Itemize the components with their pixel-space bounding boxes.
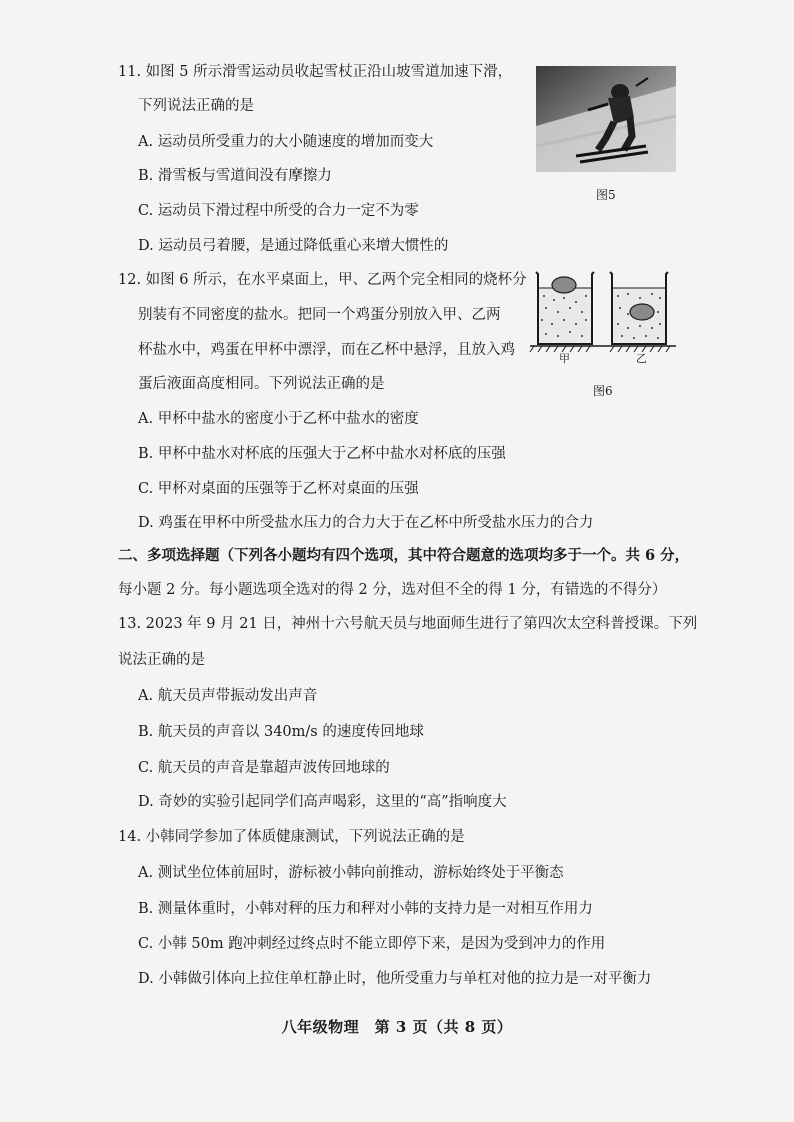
figure-6-label-yi: 乙	[636, 352, 647, 365]
q14-option-b: B. 测量体重时，小韩对秤的压力和秤对小韩的支持力是一对相互作用力	[138, 901, 593, 917]
q11-option-a: A. 运动员所受重力的大小随速度的增加而变大	[138, 134, 434, 150]
q11-stem-line1: 11. 如图 5 所示滑雪运动员收起雪杖正沿山坡雪道加速下滑，	[118, 64, 513, 80]
section-2-heading-line2: 每小题 2 分。每小题选项全选对的得 2 分，选对但不全的得 1 分，有错选的不得分）	[118, 582, 667, 598]
q12-stem-line4: 蛋后液面高度相同。下列说法正确的是	[138, 376, 385, 392]
figure-5-skier-photo	[536, 66, 676, 172]
page-footer: 八年级物理 第 3 页（共 8 页）	[281, 1018, 513, 1036]
q12-stem-line2: 别装有不同密度的盐水。把同一个鸡蛋分别放入甲、乙两	[138, 307, 501, 323]
q14-option-a: A. 测试坐位体前屈时，游标被小韩向前推动，游标始终处于平衡态	[138, 865, 564, 881]
q13-option-a: A. 航天员声带振动发出声音	[138, 688, 318, 704]
q11-stem-line2: 下列说法正确的是	[138, 98, 254, 114]
q12-stem-line3: 杯盐水中，鸡蛋在甲杯中漂浮，而在乙杯中悬浮，且放入鸡	[138, 342, 515, 358]
q14-option-d: D. 小韩做引体向上拉住单杠静止时，他所受重力与单杠对他的拉力是一对平衡力	[138, 971, 652, 987]
figure-5-caption: 图5	[596, 188, 616, 202]
q11-option-b: B. 滑雪板与雪道间没有摩擦力	[138, 168, 332, 184]
q12-option-d: D. 鸡蛋在甲杯中所受盐水压力的合力大于在乙杯中所受盐水压力的合力	[138, 515, 594, 531]
q13-stem-line1: 13. 2023 年 9 月 21 日，神州十六号航天员与地面师生进行了第四次太空科普授课。下列	[118, 616, 698, 632]
q12-option-b: B. 甲杯中盐水对杯底的压强大于乙杯中盐水对杯底的压强	[138, 446, 506, 462]
q13-option-c: C. 航天员的声音是靠超声波传回地球的	[138, 760, 390, 776]
q12-option-a: A. 甲杯中盐水的密度小于乙杯中盐水的密度	[138, 411, 419, 427]
q12-option-c: C. 甲杯对桌面的压强等于乙杯对桌面的压强	[138, 481, 419, 497]
figure-6-caption: 图6	[593, 384, 613, 398]
figure-6-beakers	[528, 268, 678, 368]
q13-option-b: B. 航天员的声音以 340m/s 的速度传回地球	[138, 724, 424, 740]
q14-stem-line1: 14. 小韩同学参加了体质健康测试，下列说法正确的是	[118, 829, 465, 845]
figure-6-label-jia: 甲	[559, 352, 570, 365]
q14-option-c: C. 小韩 50m 跑冲刺经过终点时不能立即停下来，是因为受到冲力的作用	[138, 936, 606, 952]
q11-option-c: C. 运动员下滑过程中所受的合力一定不为零	[138, 203, 419, 219]
q13-stem-line2: 说法正确的是	[118, 652, 205, 668]
q11-option-d: D. 运动员弓着腰，是通过降低重心来增大惯性的	[138, 238, 449, 254]
section-2-heading-line1: 二、多项选择题（下列各小题均有四个选项，其中符合题意的选项均多于一个。共 6 分，	[118, 547, 690, 564]
q13-option-d: D. 奇妙的实验引起同学们高声喝彩，这里的“高”指响度大	[138, 794, 507, 810]
q12-stem-line1: 12. 如图 6 所示，在水平桌面上，甲、乙两个完全相同的烧杯分	[118, 272, 527, 288]
